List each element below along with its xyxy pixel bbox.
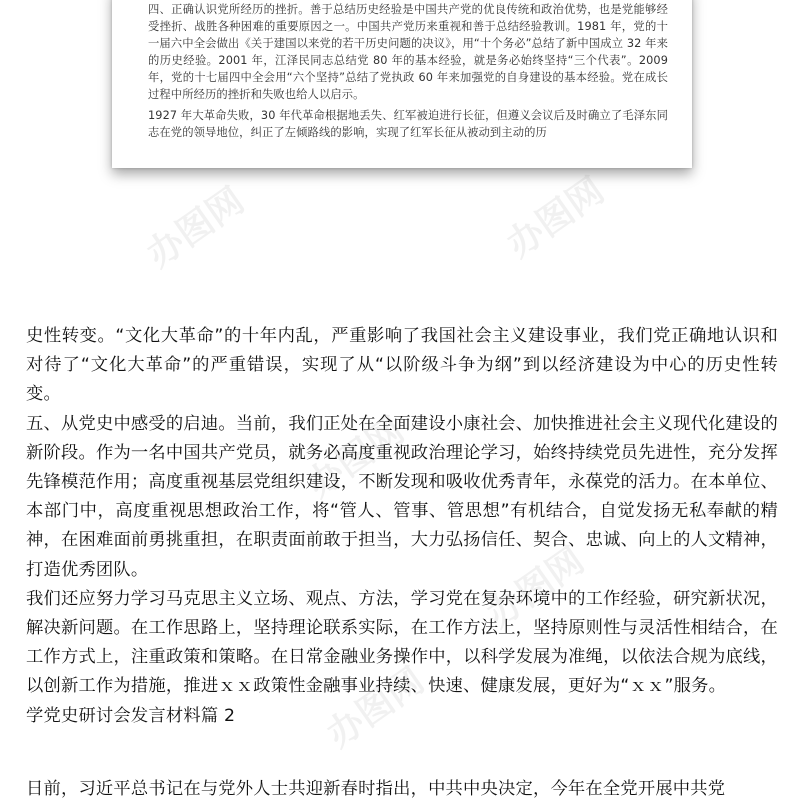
preview-paragraph: 1927 年大革命失败，30 年代革命根据地丢失、红军被迫进行长征，但遵义会议后及时确立了毛泽东同志在党的领导地位，纠正了左倾路线的影响，实现了红军长征从被动到主动的历 — [148, 109, 668, 139]
document-preview-card — [112, 0, 692, 168]
body-paragraph: 史性转变。“文化大革命”的十年内乱，严重影响了我国社会主义建设事业，我们党正确地认识和对待了“文化大革命”的严重错误，实现了从“以阶级斗争为纲”到以经济建设为中心的历史性转变。 — [26, 326, 778, 405]
watermark-text: 办图网 — [299, 410, 412, 506]
preview-paragraph: 四、正确认识党所经历的挫折。善于总结历史经验是中国共产党的优良传统和政治优势，也是党能够经受挫折、战胜各种困难的重要原因之一。中国共产党历来重视和善于总结经验教训。1981 年，党的十一届六中全会做出《关于建国以来党的若干历史问题的决议》，用“十个务必”总结了新中国成立 32 年来的历史经验。2001 年，江泽民同志总结党 80 年的基本经验，就是务必始终坚持“三个代表”。2009 年，党的十七届四中全会用“六个坚持”总结了党执政 60 年来加强党的自身建设的基本经验。党在成长过程中所经历的挫折和失败也给人以启示。 — [148, 3, 668, 101]
preview-content — [148, 0, 668, 141]
body-paragraph: 我们还应努力学习马克思主义立场、观点、方法，学习党在复杂环境中的工作经验，研究新状况，解决新问题。在工作思路上，坚持理论联系实际，在工作方法上，坚持原则性与灵活性相结合，在工作方式上，注重政策和策略。在日常金融业务操作中，以科学发展为准绳，以依法合规为底线，以创新工作为措施，推进ｘｘ政策性金融事业持续、快速、健康发展，更好为“ｘｘ”服务。 — [26, 588, 778, 697]
body-paragraph: 日前，习近平总书记在与党外人士共迎新春时指出，中共中央决定，今年在全党开展中共党 — [26, 778, 726, 799]
watermark-text: 办图网 — [479, 540, 592, 636]
document-body — [26, 322, 778, 804]
watermark-text: 办图网 — [139, 180, 252, 276]
watermark-text: 办图网 — [499, 170, 612, 266]
body-paragraph: 五、从党史中感受的启迪。当前，我们正处在全面建设小康社会、加快推进社会主义现代化建设的新阶段。作为一名中国共产党员，就务必高度重视政治理论学习，始终持续党员先进性，充分发挥先锋模范作用；高度重视基层党组织建设，不断发现和吸收优秀青年，永葆党的活力。在本单位、本部门中，高度重视思想政治工作，将“管人、管事、管思想”有机结合，自觉发扬无私奉献的精神，在困难面前勇挑重担，在职责面前敢于担当，大力弘扬信任、契合、忠诚、向上的人文精神，打造优秀团队。 — [26, 413, 778, 580]
section-title: 学党史研讨会发言材料篇 2 — [26, 705, 236, 726]
watermark-text: 办图网 — [319, 660, 432, 756]
